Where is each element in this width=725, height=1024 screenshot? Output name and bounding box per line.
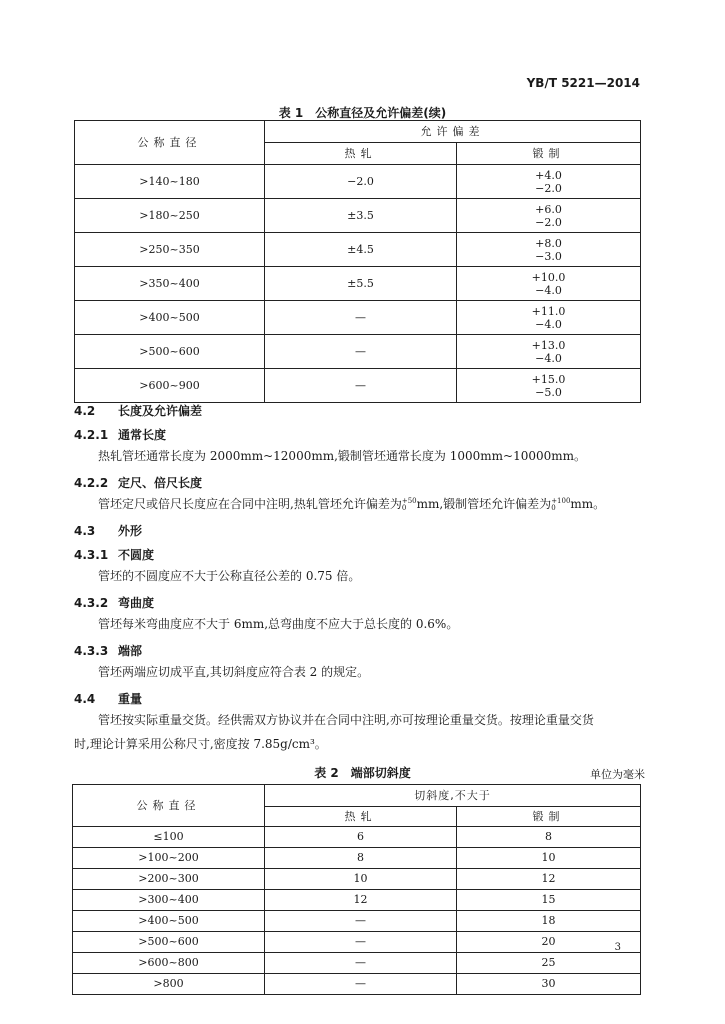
hot-cell: — [265, 911, 457, 932]
tolerance-upper: +100 [551, 497, 571, 505]
forged-lower: −5.0 [535, 385, 562, 399]
table-row [73, 869, 641, 890]
table-row [73, 953, 641, 974]
tolerance-lower: 0 [401, 504, 407, 512]
forged-cell [457, 267, 641, 301]
diameter-cell: ≤100 [73, 827, 265, 848]
section-title: 端部 [118, 644, 143, 658]
table1-header-forged: 锻制 [457, 143, 641, 165]
diameter-cell: >250~350 [75, 233, 265, 267]
section-number: 4.2 [74, 404, 96, 418]
paragraph [98, 492, 605, 516]
hot-cell: ±4.5 [265, 233, 457, 267]
section-title: 通常长度 [118, 428, 167, 442]
paragraph-text: mm,锻制管坯允许偏差为 [416, 497, 552, 511]
section-title: 外形 [118, 524, 143, 538]
table-row [75, 267, 641, 301]
table-row [73, 932, 641, 953]
diameter-cell: >180~250 [75, 199, 265, 233]
document-code: YB/T 5221—2014 [526, 76, 640, 90]
table1-header-diameter: 公称直径 [75, 121, 265, 165]
table2-caption: 表 2 端部切斜度 [314, 766, 411, 780]
diameter-cell: >600~900 [75, 369, 265, 403]
forged-upper: +10.0 [531, 270, 566, 284]
section-heading [74, 642, 142, 659]
table2-unit: 单位为毫米 [590, 768, 645, 781]
hot-cell: — [265, 932, 457, 953]
paragraph-text: mm。 [570, 497, 606, 511]
section-number: 4.3.2 [74, 596, 109, 610]
table-row [73, 827, 641, 848]
forged-upper: +11.0 [531, 304, 566, 318]
forged-lower: −4.0 [535, 317, 562, 331]
table2-header-hot: 热轧 [265, 807, 457, 827]
section-title: 弯曲度 [118, 596, 155, 610]
forged-upper: +8.0 [535, 236, 562, 250]
section-heading [74, 426, 166, 443]
forged-cell [457, 335, 641, 369]
paragraph: 管坯两端应切成平直,其切斜度应符合表 2 的规定。 [98, 665, 370, 679]
table-row [75, 199, 641, 233]
hot-cell: 8 [265, 848, 457, 869]
forged-cell [457, 233, 641, 267]
paragraph: 管坯的不圆度应不大于公称直径公差的 0.75 倍。 [98, 569, 361, 583]
tolerance-stack [402, 498, 417, 512]
forged-cell [457, 199, 641, 233]
table1-header-tolerance: 允许偏差 [265, 121, 641, 143]
hot-cell: 6 [265, 827, 457, 848]
table-row [73, 848, 641, 869]
section-number: 4.2.2 [74, 476, 109, 490]
section-heading [74, 594, 154, 611]
forged-upper: +15.0 [531, 372, 566, 386]
forged-cell: 12 [457, 869, 641, 890]
table-row [75, 165, 641, 199]
diameter-cell: >100~200 [73, 848, 265, 869]
forged-cell: 10 [457, 848, 641, 869]
hot-cell: 12 [265, 890, 457, 911]
paragraph: 管坯每米弯曲度应不大于 6mm,总弯曲度不应大于总长度的 0.6%。 [98, 617, 459, 631]
forged-lower: −3.0 [535, 249, 562, 263]
forged-upper: +6.0 [535, 202, 562, 216]
section-heading [74, 546, 154, 563]
tolerance-stack [551, 498, 570, 512]
forged-cell [457, 301, 641, 335]
hot-cell: ±5.5 [265, 267, 457, 301]
table2-header-bevel: 切斜度,不大于 [265, 785, 641, 807]
forged-cell: 8 [457, 827, 641, 848]
table-row [73, 911, 641, 932]
forged-upper: +4.0 [535, 168, 562, 182]
table1 [74, 120, 641, 403]
section-number: 4.3 [74, 524, 96, 538]
section-number: 4.2.1 [74, 428, 109, 442]
diameter-cell: >140~180 [75, 165, 265, 199]
table-row [73, 890, 641, 911]
section-title: 长度及允许偏差 [118, 404, 203, 418]
paragraph-text: 管坯定尺或倍尺长度应在合同中注明,热轧管坯允许偏差为 [98, 497, 402, 511]
section-title: 定尺、倍尺长度 [118, 476, 203, 490]
hot-cell: — [265, 335, 457, 369]
forged-cell [457, 369, 641, 403]
diameter-cell: >500~600 [73, 932, 265, 953]
forged-cell: 20 [457, 932, 641, 953]
table-row [75, 301, 641, 335]
section-heading [74, 690, 142, 707]
diameter-cell: >300~400 [73, 890, 265, 911]
paragraph: 时,理论计算采用公称尺寸,密度按 7.85g/cm³。 [74, 737, 327, 751]
diameter-cell: >400~500 [73, 911, 265, 932]
diameter-cell: >600~800 [73, 953, 265, 974]
diameter-cell: >500~600 [75, 335, 265, 369]
hot-cell: — [265, 974, 457, 995]
forged-lower: −2.0 [535, 181, 562, 195]
forged-cell: 30 [457, 974, 641, 995]
table2-header-forged: 锻制 [457, 807, 641, 827]
diameter-cell: >200~300 [73, 869, 265, 890]
table2 [72, 784, 641, 995]
hot-cell: — [265, 301, 457, 335]
section-number: 4.3.1 [74, 548, 109, 562]
section-heading [74, 402, 202, 419]
forged-lower: −4.0 [535, 283, 562, 297]
table-row [75, 335, 641, 369]
section-number: 4.3.3 [74, 644, 109, 658]
paragraph: 管坯按实际重量交货。经供需双方协议并在合同中注明,亦可按理论重量交货。按理论重量交货 [98, 713, 594, 727]
hot-cell: — [265, 369, 457, 403]
hot-cell: — [265, 953, 457, 974]
tolerance-upper: +50 [401, 497, 417, 505]
section-heading [74, 522, 142, 539]
diameter-cell: >400~500 [75, 301, 265, 335]
table1-caption: 表 1 公称直径及允许偏差(续) [278, 106, 447, 120]
paragraph: 热轧管坯通常长度为 2000mm~12000mm,锻制管坯通常长度为 1000mm~10000mm。 [98, 449, 587, 463]
hot-cell: −2.0 [265, 165, 457, 199]
table1-header-hot: 热轧 [265, 143, 457, 165]
forged-lower: −4.0 [535, 351, 562, 365]
diameter-cell: >800 [73, 974, 265, 995]
forged-cell: 18 [457, 911, 641, 932]
table2-header-diameter: 公称直径 [73, 785, 265, 827]
section-heading [74, 474, 202, 491]
table-row [73, 974, 641, 995]
table-row [75, 233, 641, 267]
hot-cell: ±3.5 [265, 199, 457, 233]
tolerance-lower: 0 [551, 504, 556, 512]
table-row [75, 369, 641, 403]
section-title: 重量 [118, 692, 143, 706]
forged-cell [457, 165, 641, 199]
hot-cell: 10 [265, 869, 457, 890]
forged-cell: 15 [457, 890, 641, 911]
diameter-cell: >350~400 [75, 267, 265, 301]
section-title: 不圆度 [118, 548, 155, 562]
page-number: 3 [614, 942, 621, 953]
forged-cell: 25 [457, 953, 641, 974]
forged-lower: −2.0 [535, 215, 562, 229]
section-number: 4.4 [74, 692, 96, 706]
forged-upper: +13.0 [531, 338, 566, 352]
